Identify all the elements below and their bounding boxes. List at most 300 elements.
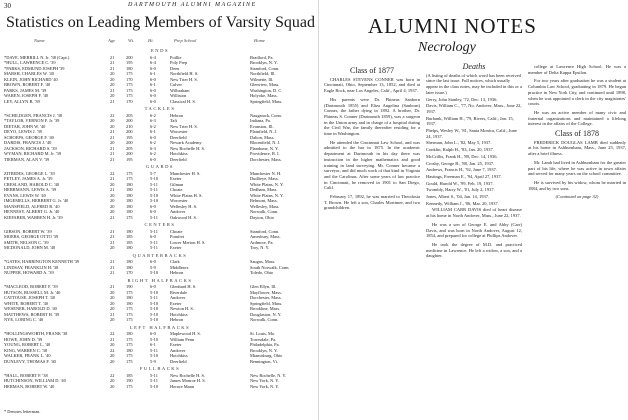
player-weight: 205 — [126, 112, 133, 118]
player-prep-school: Poly Prep — [170, 60, 188, 65]
player-age: 20 — [110, 317, 115, 322]
roster-row — [4, 270, 316, 276]
player-height: 5-10 — [150, 192, 159, 198]
player-age: 21 — [110, 134, 115, 140]
class-heading-1878: Class of 1878 — [555, 129, 599, 139]
player-height: 6-0 — [150, 87, 156, 93]
player-age: 21 — [110, 336, 115, 342]
player-weight: 195 — [126, 134, 133, 140]
player-height: 6-3 — [150, 118, 156, 123]
player-home: White Plains, N. Y. — [250, 181, 284, 187]
roster-row — [4, 215, 316, 221]
player-age: 20 — [110, 383, 115, 389]
player-name: *HULL, LAWRENCE C. '39 — [4, 60, 56, 65]
player-prep-school: Hotchkiss — [170, 353, 188, 358]
player-height: 5-10 — [150, 270, 159, 275]
player-height: 5-11 — [150, 239, 158, 245]
player-age: 21 — [110, 145, 115, 151]
player-weight: 175 — [126, 358, 133, 364]
death-entry: Davis, William C., '77, No. Andover, Mass., June 22, 1937. — [426, 103, 522, 114]
roster-section-heading: QUARTERBACKS — [132, 252, 188, 258]
player-prep-school: Newark Academy — [170, 140, 202, 145]
player-weight: 175 — [126, 176, 133, 181]
player-prep-school: Andover — [170, 347, 186, 353]
player-weight: 170 — [126, 98, 133, 104]
player-weight: 180 — [126, 331, 133, 336]
player-height: 5-10 — [150, 300, 159, 306]
player-height: 6-0 — [150, 98, 156, 104]
roster-row — [4, 384, 316, 390]
player-weight: 195 — [126, 60, 133, 65]
player-prep-school: Deerfield — [170, 134, 187, 140]
player-age: 21 — [110, 270, 115, 275]
player-age: 20 — [110, 118, 115, 123]
col-head-height: Ht. — [148, 38, 154, 43]
player-prep-school: Hebron — [170, 112, 184, 118]
player-prep-school: Wilbraham — [170, 87, 190, 93]
death-entry: Conklin, Ralph H., '83, Jan. 20, 1937. — [426, 147, 494, 153]
player-name: KING, WARREN C. '38 — [4, 347, 48, 353]
player-home: Plainfield, N. J. — [250, 129, 278, 134]
player-prep-school: White Plains H. S. — [170, 192, 203, 198]
player-weight: 175 — [126, 87, 133, 93]
player-home: Bloomfield, N. J. — [250, 140, 281, 145]
player-height: 6-0 — [150, 234, 156, 239]
player-weight: 180 — [126, 187, 133, 192]
player-age: 20 — [110, 198, 115, 203]
player-home: Dorchester, Mass. — [250, 295, 282, 300]
player-age: 21 — [110, 239, 115, 245]
player-prep-school: Worcester — [170, 129, 188, 134]
col-head-prep-school: Prep School — [174, 38, 197, 43]
player-prep-school: Deen — [170, 65, 180, 71]
notes-title: ALUMNI NOTES — [368, 14, 537, 38]
player-prep-school: Worcester — [170, 198, 188, 203]
player-prep-school: Hebron — [170, 317, 184, 322]
notes-paragraph: He took the degree of M.D. and practiced medicine in Lawrence. He left a widow, a son, and a daughter. — [426, 241, 522, 259]
player-prep-school: Lower Merion H. S. — [170, 239, 206, 245]
player-weight: 175 — [126, 82, 133, 87]
player-home: Evanston, Ill. — [250, 123, 274, 129]
player-prep-school: New Trier H. S. — [170, 76, 198, 82]
player-weight: 185 — [126, 239, 133, 245]
player-weight: 180 — [126, 245, 133, 250]
player-prep-school: Wellesley H. S. — [170, 203, 198, 209]
player-prep-school: Exeter — [170, 176, 182, 181]
player-home: Amesbury, Mass. — [250, 234, 281, 239]
player-home: Manchester N. H. — [250, 170, 282, 176]
player-home: Norwalk, Conn. — [250, 317, 279, 322]
player-height: 5-7 — [150, 170, 156, 176]
player-height: 5-11 — [150, 187, 158, 192]
player-home: Bennington, Vt. — [250, 358, 279, 364]
player-home: Indiana, Pa. — [250, 118, 271, 123]
player-name: YOUNG, ROBERT L. '40 — [4, 342, 51, 347]
notes-paragraph: Mr. Lamb had lived in Ashburnham for the greater part of his life, where he was active in town affairs and served for many years on the school committee. — [528, 159, 626, 177]
player-prep-school: Maplewood H. S. — [170, 331, 201, 336]
player-age: 20 — [110, 123, 115, 129]
alumni-notes — [324, 12, 628, 418]
player-height: 5-9 — [150, 358, 156, 364]
notes-paragraph: He attended the Cincinnati Law School, and was admitted to the bar in 1875. In the academic department at Dartmouth in his day there was instruction in the higher mathematics and good training in land surveying. Mr. Conner became a surveyor, and did much work of that kind in Virginia and the Carolinas. After some years of law practice in Cincinnati, he removed in 1901 to San Diego, Calif. — [324, 139, 420, 191]
player-home: Stamford, Conn. — [250, 228, 280, 234]
player-age: 22 — [110, 170, 115, 176]
player-height: 6-2 — [150, 123, 156, 129]
player-home: Saugus, Mass. — [250, 259, 276, 264]
player-weight: 195 — [126, 156, 133, 162]
player-age: 20 — [110, 209, 115, 214]
player-prep-school: Horace Mann — [170, 383, 195, 389]
player-prep-school: Riverdale — [170, 289, 188, 295]
player-weight: 180 — [126, 181, 133, 187]
player-home: Washington, D. C. — [250, 87, 283, 93]
notes-paragraph: WILLIAM CARR DAVIS died of heart disease at his home in North Andover, Mass., June 22, 1937. — [426, 207, 522, 219]
player-height: 6-1 — [150, 82, 156, 87]
player-prep-school: Middlesex — [170, 264, 189, 270]
death-entry: Jones, Albert S., '04, Jan. 14, 1937. — [426, 194, 490, 200]
player-weight: 185 — [126, 234, 133, 239]
player-weight: 175 — [126, 342, 133, 347]
player-weight: 200 — [126, 54, 133, 60]
player-height: 6-0 — [150, 156, 156, 162]
player-home: White Plains, N. Y. — [250, 192, 284, 198]
player-home: South Norwalk, Conn. — [250, 264, 290, 270]
player-home: Dayton, Ohio — [250, 214, 274, 220]
player-prep-school: New Trier H. S. — [170, 123, 198, 129]
player-home: Philadelphia, Pa. — [250, 342, 280, 347]
player-prep-school: William Penn — [170, 336, 195, 342]
player-home: Torresdale, Pa. — [250, 336, 277, 342]
player-age: 21 — [110, 214, 115, 220]
player-home: Providence, R. I. — [250, 151, 280, 156]
player-weight: 180 — [126, 192, 133, 198]
death-entry: Kennedy, William J., '06, Mar. 20, 1937. — [426, 200, 499, 206]
player-name: DEYO, LEWIS J. '39 — [4, 129, 42, 134]
player-name: DARDIS, FRANCIS J. '40 — [4, 140, 52, 145]
player-age: 22 — [110, 372, 115, 378]
death-entry: Twombly, Harry W., '01, July 2, 1937. — [426, 187, 495, 193]
roster-section-heading: RIGHT HALFBACKS — [127, 277, 193, 283]
player-name: WESENER, HAROLD D. '40 — [4, 306, 57, 311]
continued-note: (Continued on page 32) — [555, 194, 599, 200]
player-name: LEY, ALLYN B. '39 — [4, 98, 40, 104]
player-weight: 180 — [126, 65, 133, 71]
player-name: MCDONALD, JOHN M. '40 — [4, 245, 56, 250]
player-home: Glenview, Mass. — [250, 82, 280, 87]
notes-paragraph: CHARLES STEVENS CONNER was born in Cincinnati, Ohio, September 13, 1852, and died at Eagle Rock, near Los Angeles, Calif., April 4, 1937. — [324, 76, 420, 94]
player-prep-school: Oakwood H. S. — [170, 214, 198, 220]
player-weight: 175 — [126, 306, 133, 311]
player-name: WALKER, FRANK L. '40 — [4, 353, 51, 358]
player-height: 6-2 — [150, 140, 156, 145]
player-height: 6-0 — [150, 65, 156, 71]
player-weight: 175 — [126, 336, 133, 342]
player-age: 21 — [110, 60, 115, 65]
col-head-name: Name — [34, 38, 45, 43]
player-weight: 180 — [126, 347, 133, 353]
roster-column-headers — [4, 38, 316, 46]
player-name: *GATES, HARRINGTON KENNETH '39 — [4, 259, 80, 264]
player-home: Holyoke, Mass. — [250, 93, 278, 98]
player-weight: 175 — [126, 353, 133, 358]
player-height: 6-0 — [150, 93, 156, 98]
player-height: 6-0 — [150, 76, 156, 82]
player-home: New Rochelle, N. Y. — [250, 372, 287, 378]
player-height: 5-10 — [150, 306, 159, 311]
player-name: WAREN, JOSEPH F. '40 — [4, 93, 48, 98]
player-name: EVANS, LEWIS W. '40 — [4, 192, 46, 198]
player-name: HUTSON, RUSSELL M. Jr. '40 — [4, 289, 61, 295]
player-height: 5-10 — [150, 317, 159, 322]
death-entry: Crosby, George B., '88, Jan. 25, 1937. — [426, 160, 495, 166]
player-height: 5-9 — [150, 264, 156, 270]
player-height: 5-10 — [150, 176, 159, 181]
player-weight: 175 — [126, 93, 133, 98]
player-age: 20 — [110, 82, 115, 87]
player-height: 5-11 — [150, 347, 158, 353]
player-home: Wellesley, Mass. — [250, 203, 280, 209]
player-prep-school: Deerfield — [170, 358, 187, 364]
player-prep-school: Pomfret — [170, 234, 185, 239]
player-name: HENNESY, ALBERT G. Jr. '40 — [4, 209, 60, 214]
player-home: Troy, N. Y. — [250, 245, 270, 250]
death-entry: Hastings, Freeman E., '94, April 27, 1937. — [426, 173, 502, 179]
player-age: 20 — [110, 342, 115, 347]
player-home: Glen Ellyn, Ill. — [250, 284, 277, 289]
notes-column-3 — [528, 64, 626, 200]
player-home: Springfield, Mass. — [250, 300, 283, 306]
player-age: 21 — [110, 65, 115, 71]
notes-paragraph: He was a son of George E. and Abby (Carr) Davis, and was born in North Andover, August 12, 1854, and prepared for college at Phillips Andover. — [426, 221, 522, 239]
deaths-heading: Deaths — [462, 62, 486, 71]
player-height: 6-0 — [150, 209, 156, 214]
player-age: 20 — [110, 300, 115, 306]
page-gutter — [318, 0, 319, 420]
player-name: HUTCHINSON, WILLIAM D. '40 — [4, 378, 66, 383]
magazine-title: DARTMOUTH ALUMNI MAGAZINE — [128, 2, 257, 8]
roster-section-heading: TACKLES — [144, 106, 176, 111]
player-weight: 180 — [126, 300, 133, 306]
roster-section-heading: ENDS — [151, 48, 169, 53]
player-height: 5-10 — [150, 198, 159, 203]
player-home: Stamford, Conn. — [250, 65, 280, 71]
player-prep-school: Williston — [170, 93, 187, 98]
player-prep-school: Exeter — [170, 300, 182, 306]
player-age: 20 — [110, 203, 115, 209]
player-name: NYE, LORING C. '40 — [4, 317, 44, 322]
player-home: Mayflower, Mass. — [250, 289, 282, 295]
player-prep-school: Newton H. S. — [170, 306, 194, 311]
notes-paragraph: He was an active member of many civic and fraternal organizations and maintained a lifelong interest in the affairs of the College. — [528, 109, 626, 127]
player-prep-school: Hebron — [170, 270, 184, 275]
player-name: KLEIN, JOHN RICHARD '40 — [4, 76, 58, 82]
player-height: 6-4 — [150, 60, 156, 65]
death-entry: Phelps, Wesley W., '81, Santa Monica, Calif., June 24, 1937. — [426, 128, 517, 139]
player-home: Belmont, Mass. — [250, 198, 278, 203]
roster-section-heading: GUARDS — [146, 164, 174, 169]
player-name: WHITE, ROBERT T. '40 — [4, 300, 49, 306]
player-home: Bradford, Pa. — [250, 54, 274, 60]
death-entry: Gerry, John Stanley, '72, Dec. 13, 1936. — [426, 96, 498, 102]
roster-title: Statistics on Leading Members of Varsity Squad — [6, 14, 315, 31]
player-home: New York, N. Y. — [250, 383, 279, 389]
player-age: 20 — [110, 295, 115, 300]
player-name: SMITH, NELSON C. '39 — [4, 239, 49, 245]
player-prep-school: Choate — [170, 187, 183, 192]
notes-paragraph: His parents were Dr. Phineas Sanborn (Dartmouth 1855) and Eliza Angelina (Sanborn) Conner, the father dying in 1892. A brother, Dr. Phineas S. Conner (Dartmouth 1859), was a surgeon in the Union army and in charge of a hospital during the Civil War, the family thereafter residing for a time in Washington. — [324, 96, 420, 137]
player-name: HERRMANN, LEWIS A. '39 — [4, 187, 57, 192]
player-age: 20 — [110, 181, 115, 187]
player-name: MATTHEWS, ROBERT H. '39 — [4, 311, 60, 317]
notes-subtitle: Necrology — [418, 40, 476, 55]
player-weight: 200 — [126, 118, 133, 123]
player-weight: 180 — [126, 209, 133, 214]
death-entry: Gould, Harold W., '99, Feb. 19, 1937. — [426, 180, 494, 186]
page-number: 30 — [4, 2, 11, 10]
player-weight: 200 — [126, 140, 133, 145]
player-height: 5-10 — [150, 311, 159, 317]
player-name: *PARKS, EDMUND JOSEPH '39 — [4, 65, 65, 71]
player-weight: 210 — [126, 123, 133, 129]
player-name: JACKSON, RICHARD S. '39 — [4, 145, 57, 151]
player-prep-school: Glenbard H. S. — [170, 284, 197, 289]
notes-paragraph: February 17, 1892, he was married to Theodosia T. Brown. He left a son, Charles Mortimer, and two grandchildren. — [324, 194, 420, 211]
player-home: Miamisburg, Ohio — [250, 353, 283, 358]
player-height: 6-1 — [150, 71, 156, 76]
player-home: Douglaston, N. Y. — [250, 311, 282, 317]
player-home: Wilmette, Ill. — [250, 76, 274, 82]
player-age: 22 — [110, 347, 115, 353]
notes-paragraph: college at Lawrence High School. He was a member of Delta Kappa Epsilon. — [528, 64, 626, 75]
player-prep-school: Deerfield — [170, 156, 187, 162]
player-home: Northfield, Ill. — [250, 71, 276, 76]
player-age: 22 — [110, 331, 115, 336]
player-prep-school: Classical H. S. — [170, 98, 196, 104]
class-heading-1877a: Class of 1877 — [350, 66, 394, 75]
player-home: Springfield, Mass. — [250, 98, 283, 104]
player-name: MANSFIELD, ALFRED B. '40 — [4, 203, 60, 209]
player-height: 6-2 — [150, 112, 156, 118]
player-age: 21 — [110, 228, 115, 234]
player-prep-school: Taft — [170, 118, 178, 123]
player-prep-school: Exeter — [170, 245, 182, 250]
player-home: Norwalk, Conn. — [250, 209, 279, 214]
roster-row — [4, 245, 316, 251]
player-weight: 170 — [126, 76, 133, 82]
player-weight: 190 — [126, 284, 133, 289]
player-age: 20 — [110, 245, 115, 250]
player-prep-school: Andover — [170, 209, 186, 214]
player-prep-school: New Rochelle H. S. — [170, 145, 205, 151]
player-name: SCHOEPS, GEORGE F. '40 — [4, 134, 54, 140]
player-prep-school: Manchester H. S. — [170, 170, 201, 176]
player-age: 21 — [110, 187, 115, 192]
player-age: 20 — [110, 93, 115, 98]
player-name: GIBSON, ROBERT W. '39 — [4, 228, 52, 234]
player-name: LINDSAY, FRANKLIN H. '38 — [4, 264, 59, 270]
player-name: IMGEMELLS, HERBERT G. Jr. '40 — [4, 198, 69, 203]
player-name: PETLEY, JAMES A. Jr. '39 — [4, 176, 53, 181]
notes-column-1 — [324, 64, 420, 214]
player-age: 21 — [110, 156, 115, 162]
death-entry: McCrillis, Frank H., '89, Dec. 14, 1936. — [426, 153, 498, 159]
roster-footnote: * Denotes letterman. — [4, 409, 41, 414]
player-prep-school: Gilman — [170, 181, 184, 187]
player-home: Ardmore, Pa. — [250, 239, 274, 245]
player-name: PARKS, JAMES M. '39 — [4, 87, 47, 93]
player-height: 5-10 — [150, 336, 159, 342]
player-home: Dalton, Mass. — [250, 134, 275, 140]
player-height: 5-11 — [150, 372, 158, 378]
player-name: DUNLEVY, THOMAS F. '40 — [4, 358, 56, 364]
player-age: 21 — [110, 98, 115, 104]
player-home: Toledo, Ohio — [250, 270, 274, 275]
player-age: 20 — [110, 140, 115, 145]
deaths-list — [426, 97, 522, 207]
notes-paragraph: He is survived by his widow, whom he married in 1884, and by two sons. — [528, 179, 626, 191]
player-age: 20 — [110, 289, 115, 295]
death-entry: Sherman, John L., '82, May 5, 1937. — [426, 140, 492, 146]
roster-row — [4, 359, 316, 365]
player-height: 6-4 — [150, 54, 156, 60]
player-home: Dedham, Mass. — [250, 187, 278, 192]
deaths-note: (A listing of deaths of which word has been received since the last issue. Full notices, which usually appear in the class notes, may be included in this or a later issue.) — [426, 72, 522, 95]
player-weight: 190 — [126, 378, 133, 383]
player-weight: 180 — [126, 203, 133, 209]
player-prep-school: James Monroe H. S. — [170, 378, 206, 383]
player-home: Dorchester, Mass. — [250, 156, 282, 162]
notes-column-2 — [426, 64, 522, 262]
player-weight: 175 — [126, 214, 133, 220]
player-prep-school: Andover — [170, 295, 186, 300]
death-entry: Burbank, William H., '79, Rivers, Calif., Jan. 15, 1937. — [426, 115, 514, 127]
player-prep-school: Northfield H. S. — [170, 71, 199, 76]
player-home: Brookline, Mass. — [250, 306, 281, 311]
player-name: CRESLAND, HAROLD C. '40 — [4, 181, 60, 187]
death-entry: Andrews, Francis H., '92, June 7, 1937. — [426, 167, 498, 173]
player-height: 6-1 — [150, 129, 156, 134]
player-prep-school: Poillie — [170, 54, 182, 60]
player-height: 5-11 — [150, 295, 158, 300]
player-home: Plandome, N. Y. — [250, 145, 279, 151]
player-age: 20 — [110, 353, 115, 358]
player-home: Brooklyn, N. Y. — [250, 347, 278, 353]
player-age: 21 — [110, 311, 115, 317]
player-weight: 180 — [126, 264, 133, 270]
player-prep-school: Clark — [170, 259, 180, 264]
player-weight: 200 — [126, 151, 133, 156]
player-weight: 170 — [126, 270, 133, 275]
player-name: *DAVE, MERRILL N. Jr. '38 (Capt.) — [4, 54, 70, 60]
player-home: St. Louis, Mo. — [250, 331, 276, 336]
player-weight: 180 — [126, 198, 133, 203]
roster-row — [4, 317, 316, 323]
player-age: 20 — [110, 76, 115, 82]
player-height: 6-0 — [150, 331, 156, 336]
player-name: BROWN, ROBERT F. '40 — [4, 82, 51, 87]
player-prep-school: New Rochelle H. S. — [170, 372, 205, 378]
player-prep-school: Choate — [170, 228, 183, 234]
player-name: MARSH, CHARLES W. '40 — [4, 71, 54, 76]
col-head-home: Home — [254, 38, 265, 43]
player-weight: 175 — [126, 289, 133, 295]
player-name: TIERMAN, ALAN V. '39 — [4, 156, 50, 162]
player-weight: 200 — [126, 129, 133, 134]
player-weight: 185 — [126, 372, 133, 378]
player-name: CATTOUSE, JOSEPH T. '40 — [4, 295, 55, 300]
player-height: 5-11 — [150, 181, 158, 187]
player-prep-school: Hotchkiss — [170, 151, 188, 156]
